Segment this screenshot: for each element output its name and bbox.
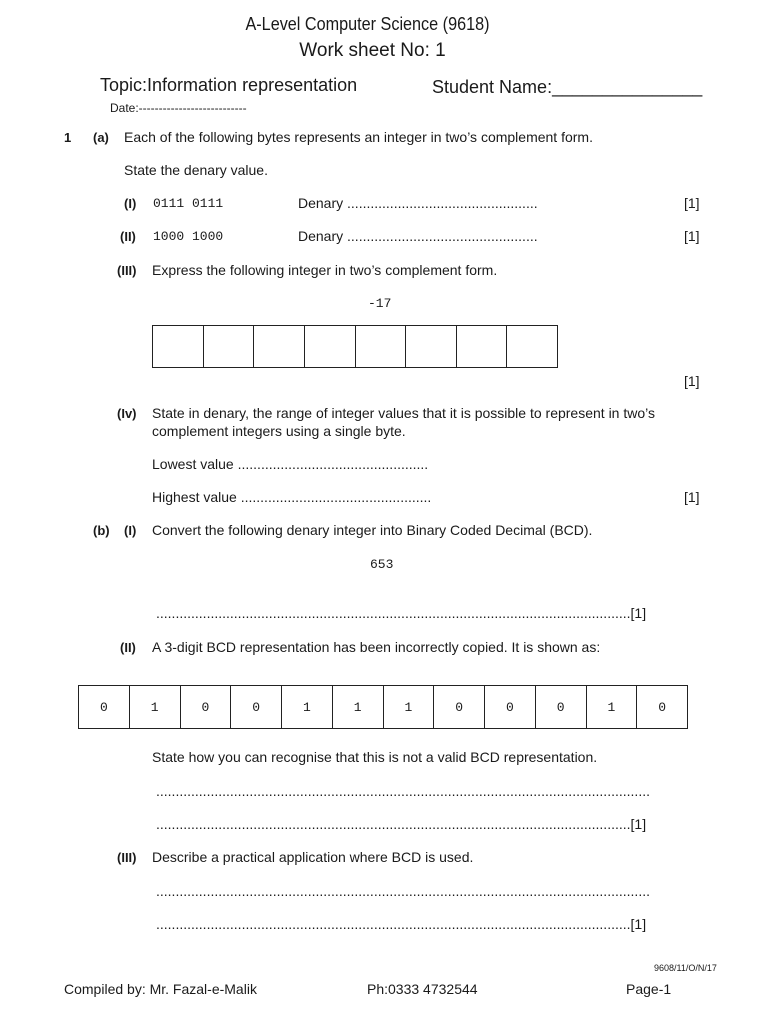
subpart-iv-label: (Iv): [117, 406, 137, 421]
topic-heading: Topic:Information representation: [100, 75, 358, 95]
denary-answer-line-i: Denary .................................................: [298, 195, 538, 211]
answer-line-b-iii-2: ..........................................................................................................................[1]: [156, 916, 647, 932]
page-number: Page-1: [626, 981, 672, 997]
subpart-ii-label: (II): [120, 229, 136, 244]
subpart-iv-text-line1: State in denary, the range of integer values that it is possible to represent in two’s: [152, 405, 655, 421]
paper-reference: 9608/11/O/N/17: [654, 963, 717, 973]
denary-to-convert: 653: [370, 557, 394, 572]
integer-to-convert: -17: [368, 296, 392, 311]
bit-box[interactable]: [204, 326, 255, 367]
part-b-i-text: Convert the following denary integer into Binary Coded Decimal (BCD).: [152, 522, 593, 538]
denary-answer-line-ii: Denary .................................................: [298, 228, 538, 244]
bcd-bit-cell: 0: [181, 686, 232, 728]
subpart-iii-label: (III): [117, 263, 137, 278]
part-b-iii-text: Describe a practical application where BCD is used.: [152, 849, 474, 865]
part-b-ii-text: A 3-digit BCD representation has been incorrectly copied. It is shown as:: [152, 639, 601, 655]
student-name-field: Student Name:_______________: [432, 77, 703, 97]
highest-value-line: Highest value .................................................: [152, 489, 432, 505]
answer-line-b-i: ..........................................................................................................................[1]: [156, 605, 647, 621]
marks-iii: [1]: [684, 373, 700, 389]
bit-box[interactable]: [457, 326, 508, 367]
part-b-ii-label: (II): [120, 640, 136, 655]
worksheet-number: Work sheet No: 1: [299, 40, 446, 61]
phone-number: Ph:0333 4732544: [367, 981, 478, 997]
subpart-iii-text: Express the following integer in two’s complement form.: [152, 262, 498, 278]
byte-value-ii: 1000 1000: [153, 229, 224, 244]
bcd-bit-cell: 1: [587, 686, 638, 728]
compiled-by: Compiled by: Mr. Fazal-e-Malik: [64, 981, 257, 997]
part-b-label: (b): [93, 523, 110, 538]
bcd-bit-cell: 0: [434, 686, 485, 728]
part-b-iii-label: (III): [117, 850, 137, 865]
subpart-iv-text-line2: complement integers using a single byte.: [152, 423, 406, 439]
bcd-bit-cell: 1: [384, 686, 435, 728]
answer-line-b-ii-1: ...............................................................................................................................: [156, 783, 650, 799]
bit-box[interactable]: [153, 326, 204, 367]
part-a-stem: Each of the following bytes represents an integer in two’s complement form.: [124, 129, 593, 145]
bcd-bit-cell: 0: [79, 686, 130, 728]
bcd-bit-cell: 0: [658, 699, 667, 715]
bcd-bit-cell: 0: [536, 686, 587, 728]
marks-ii: [1]: [684, 228, 700, 244]
part-a-instruction: State the denary value.: [124, 162, 268, 178]
bit-box[interactable]: [507, 326, 557, 367]
part-b-i-label: (I): [124, 523, 137, 538]
date-field: Date:---------------------------: [110, 101, 247, 115]
bit-box[interactable]: [305, 326, 356, 367]
part-b-ii-question: State how you can recognise that this is not a valid BCD representation.: [152, 749, 598, 765]
bcd-bit-cell: 0: [485, 686, 536, 728]
lowest-value-line: Lowest value .................................................: [152, 456, 429, 472]
bit-box[interactable]: [406, 326, 457, 367]
bcd-bit-cell: 1: [333, 686, 384, 728]
twos-complement-answer-boxes[interactable]: [152, 325, 558, 368]
bit-box[interactable]: [356, 326, 407, 367]
bcd-bit-cell: 1: [282, 686, 333, 728]
bcd-bit-cell: 1: [130, 686, 181, 728]
subpart-i-label: (I): [124, 196, 137, 211]
answer-line-b-ii-2: ..........................................................................................................................[1]: [156, 816, 647, 832]
worksheet-course-title: A-Level Computer Science (9618): [245, 14, 490, 34]
part-a-label: (a): [93, 130, 109, 145]
bit-box[interactable]: [254, 326, 305, 367]
question-number: 1: [64, 130, 72, 145]
answer-line-b-iii-1: ...............................................................................................................................: [156, 883, 650, 899]
marks-i: [1]: [684, 195, 700, 211]
byte-value-i: 0111 0111: [153, 196, 224, 211]
marks-iv: [1]: [684, 489, 700, 505]
bcd-bit-cell: 0: [231, 686, 282, 728]
bcd-bit-boxes: [78, 685, 688, 729]
